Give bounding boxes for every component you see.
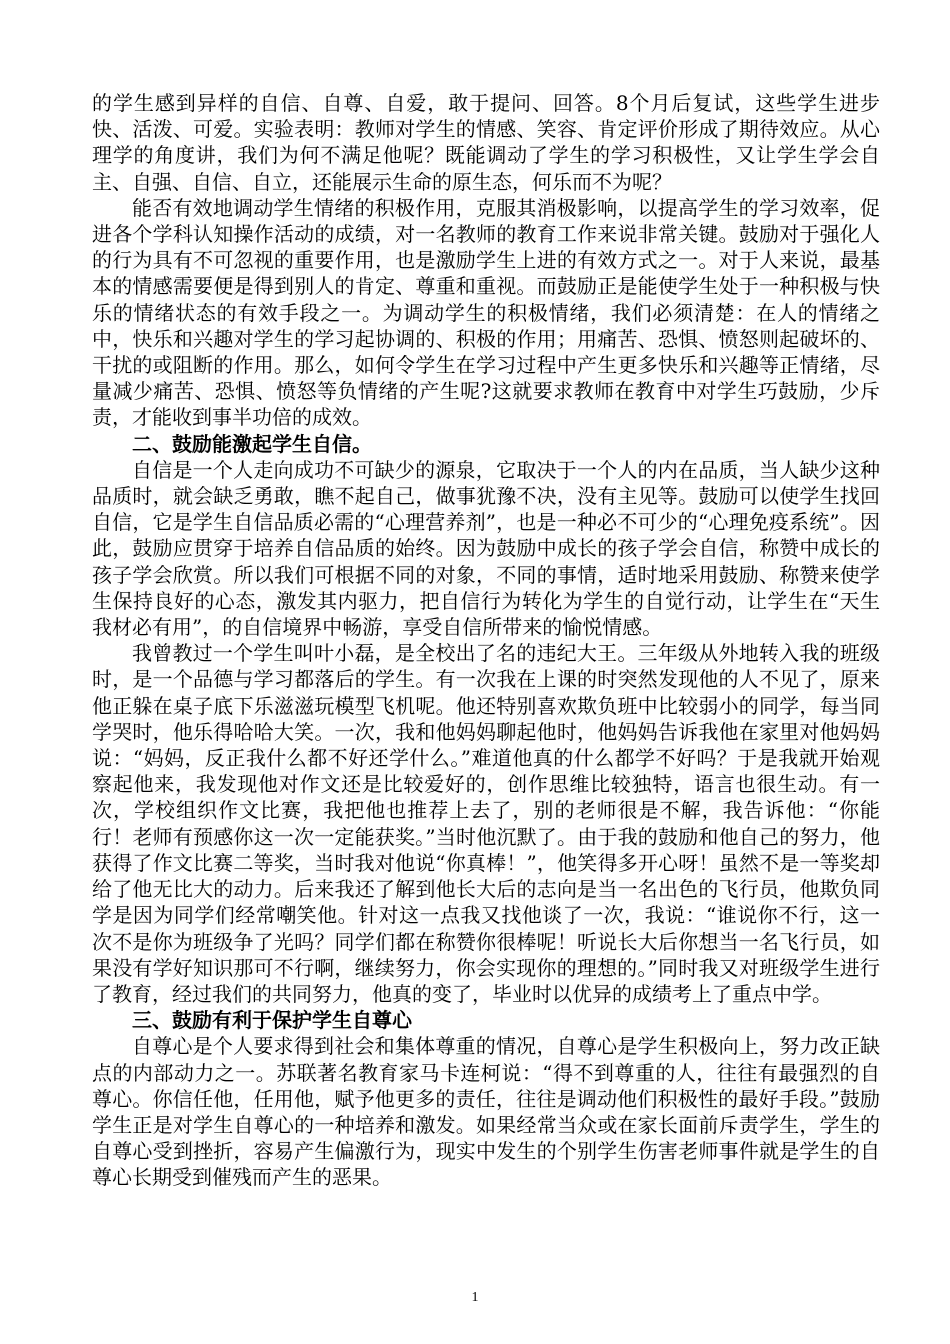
paragraph-student-story: 我曾教过一个学生叫叶小磊，是全校出了名的违纪大王。三年级从外地转入我的班级时，是一个品德与学习都落后的学生。有一次我在上课的时突然发现他的人不见了，原来他正躲在桌子底下乐滋滋玩模型飞机呢。他还特别喜欢欺负班中比较弱小的同学，每当同学哭时，他乐得哈哈大笑。一次，我和他妈妈聊起他时，他妈妈告诉我他在家里对他妈妈说：“妈妈，反正我什么都不好还学什么。”难道他真的什么都学不好吗？于是我就开始观察起他来，我发现他对作文还是比较爱好的，创作思维比较独特，语言也很生动。有一次，学校组织作文比赛，我把他也推荐上去了，别的老师很是不解，我告诉他：“你能行！老师有预感你这一次一定能获奖。”当时他沉默了。由于我的鼓励和他自己的努力，他获得了作文比赛二等奖，当时我对他说“你真棒！”，他笑得多开心呀！虽然不是一等奖却给了他无比大的动力。后来我还了解到他长大后的志向是当一名出色的飞行员，他欺负同学是因为同学们经常嘲笑他。针对这一点我又找他谈了一次，我说：“谁说你不行，这一次不是你为班级争了光吗？同学们都在称赞你很棒呢！听说长大后你想当一名飞行员，如果没有学好知识那可不行啊，继续努力，你会实现你的理想的。”同时我又对班级学生进行了教育，经过我们的共同努力，他真的变了，毕业时以优异的成绩考上了重点中学。 (92, 641, 880, 1006)
page-number: 1 (471, 1290, 479, 1305)
paragraph-self-esteem: 自尊心是个人要求得到社会和集体尊重的情况，自尊心是学生积极向上，努力改正缺点的内部动力之一。苏联著名教育家马卡连柯说：“得不到尊重的人，往往有最强烈的自尊心。你信任他，任用他，赋予他更多的责任，往往是调动他们积极性的最好手段。”鼓励学生正是对学生自尊心的一种培养和激发。如果经常当众或在家长面前斥责学生，学生的自尊心受到挫折，容易产生偏激行为，现实中发生的个别学生伤害老师事件就是学生的自尊心长期受到催残而产生的恶果。 (92, 1034, 880, 1190)
section-heading-confidence: 二、鼓励能激起学生自信。 (132, 431, 372, 456)
paragraph-confidence: 自信是一个人走向成功不可缺少的源泉，它取决于一个人的内在品质，当人缺少这种品质时，就会缺乏勇敢，瞧不起自己，做事犹豫不决，没有主见等。鼓励可以使学生找回自信，它是学生自信品质必需的“心理营养剂”，也是一种必不可少的“心理免疫系统”。因此，鼓励应贯穿于培养自信品质的始终。因为鼓励中成长的孩子学会自信，称赞中成长的孩子学会欣赏。所以我们可根据不同的对象，不同的事情，适时地采用鼓励、称赞来使学生保持良好的心态，激发其内驱力，把自信行为转化为学生的自觉行动，让学生在“天生我材必有用”，的自信境界中畅游，享受自信所带来的愉悦情感。 (92, 457, 880, 640)
paragraph-emotion-regulation: 能否有效地调动学生情绪的积极作用，克服其消极影响，以提高学生的学习效率，促进各个学科认知操作活动的成绩，对一名教师的教育工作来说非常关键。鼓励对于强化人的行为具有不可忽视的重要作用，也是激励学生上进的有效方式之一。对于人来说，最基本的情感需要便是得到别人的肯定、尊重和重视。而鼓励正是能使学生处于一种积极与快乐的情绪状态的有效手段之一。为调动学生的积极情绪，我们必须清楚：在人的情绪之中，快乐和兴趣对学生的学习起协调的、积极的作用；用痛苦、恐惧、愤怒则起破坏的、干扰的或阻断的作用。那么，如何令学生在学习过程中产生更多快乐和兴趣等正情绪，尽量减少痛苦、恐惧、愤怒等负情绪的产生呢?这就要求教师在教育中对学生巧鼓励，少斥责，才能收到事半功倍的成效。 (92, 195, 880, 430)
paragraph-continuation: 的学生感到异样的自信、自尊、自爱，敢于提问、回答。8个月后复试，这些学生进步快、活泼、可爱。实验表明：教师对学生的情感、笑容、肯定评价形成了期待效应。从心理学的角度讲，我们为何不满足他呢？既能调动了学生的学习积极性，又让学生学会自主、自强、自信、自立，还能展示生命的原生态，何乐而不为呢？ (92, 91, 880, 194)
document-body (92, 90, 880, 1191)
section-heading-self-esteem: 三、鼓励有利于保护学生自尊心 (132, 1008, 412, 1033)
